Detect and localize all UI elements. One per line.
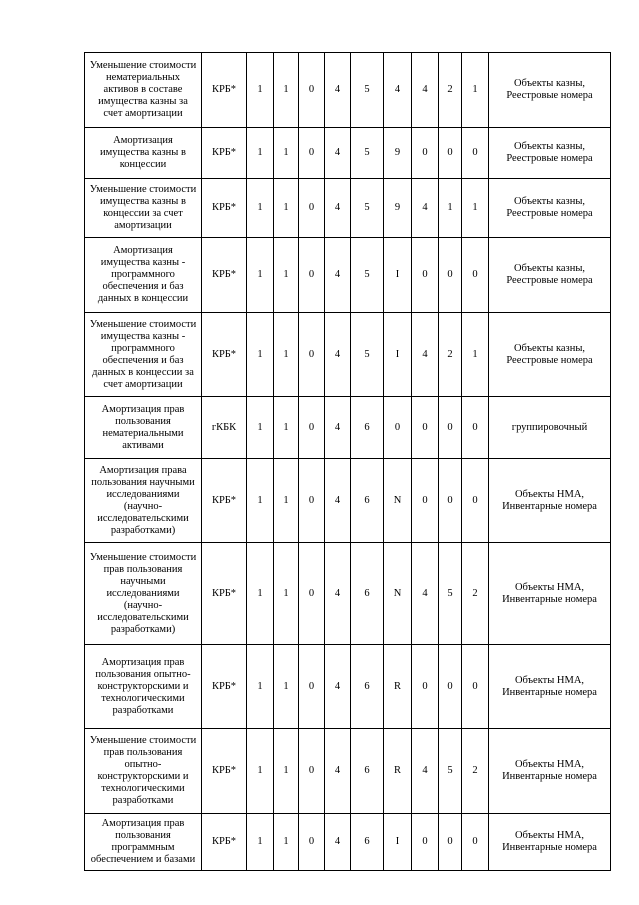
- table-row: [85, 645, 611, 729]
- code-digit-cell: 2: [439, 53, 462, 128]
- code-digit-cell: 6: [351, 729, 384, 814]
- code-digit-cell: 1: [247, 313, 274, 397]
- table-row: [85, 53, 611, 128]
- code-digit-cell: 6: [351, 397, 384, 459]
- code-digit-cell: 0: [412, 238, 439, 313]
- code-digit-cell: 1: [274, 543, 299, 645]
- code-digit-cell: 5: [351, 313, 384, 397]
- type-cell: КРБ*: [202, 459, 247, 543]
- type-cell: КРБ*: [202, 543, 247, 645]
- code-digit-cell: 1: [274, 459, 299, 543]
- analytics-note-cell: Объекты НМА, Инвентарные номера: [489, 814, 611, 871]
- code-digit-cell: 1: [247, 459, 274, 543]
- analytics-note-cell: Объекты НМА, Инвентарные номера: [489, 459, 611, 543]
- code-digit-cell: I: [384, 313, 412, 397]
- code-digit-cell: 0: [412, 128, 439, 179]
- table-row: [85, 313, 611, 397]
- analytics-note-cell: Объекты НМА, Инвентарные номера: [489, 729, 611, 814]
- code-digit-cell: 1: [274, 179, 299, 238]
- account-name-cell: Амортизация прав пользования программным обеспечением и базами: [85, 814, 202, 871]
- code-digit-cell: 4: [412, 53, 439, 128]
- account-name-cell: Уменьшение стоимости нематериальных активов в составе имущества казны за счет амортизации: [85, 53, 202, 128]
- code-digit-cell: 1: [274, 397, 299, 459]
- type-cell: КРБ*: [202, 128, 247, 179]
- analytics-note-cell: Объекты НМА, Инвентарные номера: [489, 543, 611, 645]
- code-digit-cell: 5: [439, 729, 462, 814]
- account-name-cell: Амортизация права пользования научными исследованиями (научно-исследовательскими разработками): [85, 459, 202, 543]
- account-name-cell: Амортизация имущества казны в концессии: [85, 128, 202, 179]
- code-digit-cell: 4: [325, 53, 351, 128]
- type-cell: КРБ*: [202, 313, 247, 397]
- code-digit-cell: 0: [439, 128, 462, 179]
- table-row: [85, 179, 611, 238]
- code-digit-cell: 0: [412, 814, 439, 871]
- table-row: [85, 729, 611, 814]
- code-digit-cell: 4: [325, 128, 351, 179]
- analytics-note-cell: группировочный: [489, 397, 611, 459]
- code-digit-cell: 0: [439, 814, 462, 871]
- analytics-note-cell: Объекты казны, Реестровые номера: [489, 53, 611, 128]
- code-digit-cell: 1: [247, 53, 274, 128]
- code-digit-cell: 2: [439, 313, 462, 397]
- code-digit-cell: 0: [299, 729, 325, 814]
- account-name-cell: Амортизация имущества казны - программного обеспечения и баз данных в концессии: [85, 238, 202, 313]
- table-row: [85, 238, 611, 313]
- code-digit-cell: N: [384, 543, 412, 645]
- code-digit-cell: 1: [247, 645, 274, 729]
- account-name-cell: Амортизация прав пользования нематериальными активами: [85, 397, 202, 459]
- code-digit-cell: 0: [412, 645, 439, 729]
- account-name-cell: Амортизация прав пользования опытно-конструкторскими и технологическими разработками: [85, 645, 202, 729]
- code-digit-cell: 6: [351, 645, 384, 729]
- code-digit-cell: 4: [412, 179, 439, 238]
- code-digit-cell: I: [384, 814, 412, 871]
- type-cell: КРБ*: [202, 729, 247, 814]
- code-digit-cell: I: [384, 238, 412, 313]
- code-digit-cell: 0: [462, 645, 489, 729]
- code-digit-cell: 0: [299, 128, 325, 179]
- code-digit-cell: 0: [299, 313, 325, 397]
- account-name-cell: Уменьшение стоимости имущества казны в концессии за счет амортизации: [85, 179, 202, 238]
- account-name-cell: Уменьшение стоимости прав пользования опытно-конструкторскими и технологическими разработками: [85, 729, 202, 814]
- code-digit-cell: 4: [325, 814, 351, 871]
- code-digit-cell: N: [384, 459, 412, 543]
- code-digit-cell: 0: [462, 238, 489, 313]
- analytics-note-cell: Объекты казны, Реестровые номера: [489, 238, 611, 313]
- table-row: [85, 397, 611, 459]
- code-digit-cell: 4: [384, 53, 412, 128]
- code-digit-cell: 6: [351, 814, 384, 871]
- code-digit-cell: 4: [325, 729, 351, 814]
- code-digit-cell: 1: [274, 53, 299, 128]
- code-digit-cell: 0: [299, 459, 325, 543]
- code-digit-cell: 0: [299, 814, 325, 871]
- code-digit-cell: 0: [299, 397, 325, 459]
- code-digit-cell: 0: [462, 459, 489, 543]
- code-digit-cell: 1: [247, 729, 274, 814]
- code-digit-cell: 0: [299, 645, 325, 729]
- code-digit-cell: 1: [274, 645, 299, 729]
- code-digit-cell: 0: [299, 53, 325, 128]
- code-digit-cell: 0: [299, 238, 325, 313]
- code-digit-cell: 5: [351, 238, 384, 313]
- code-digit-cell: 4: [325, 179, 351, 238]
- code-digit-cell: 0: [439, 645, 462, 729]
- code-digit-cell: 4: [325, 313, 351, 397]
- code-digit-cell: 5: [351, 53, 384, 128]
- code-digit-cell: 1: [274, 238, 299, 313]
- type-cell: гКБК: [202, 397, 247, 459]
- analytics-note-cell: Объекты казны, Реестровые номера: [489, 313, 611, 397]
- type-cell: КРБ*: [202, 645, 247, 729]
- analytics-note-cell: Объекты НМА, Инвентарные номера: [489, 645, 611, 729]
- analytics-note-cell: Объекты казны, Реестровые номера: [489, 128, 611, 179]
- code-digit-cell: 0: [439, 459, 462, 543]
- code-digit-cell: 2: [462, 543, 489, 645]
- code-digit-cell: 0: [462, 128, 489, 179]
- code-digit-cell: 0: [299, 543, 325, 645]
- code-digit-cell: 4: [325, 459, 351, 543]
- code-digit-cell: 1: [247, 814, 274, 871]
- code-digit-cell: 1: [247, 238, 274, 313]
- code-digit-cell: 0: [462, 814, 489, 871]
- table-row: [85, 128, 611, 179]
- account-name-cell: Уменьшение стоимости прав пользования научными исследованиями (научно-исследовательскими разработками): [85, 543, 202, 645]
- code-digit-cell: 4: [412, 543, 439, 645]
- code-digit-cell: 4: [412, 729, 439, 814]
- code-digit-cell: 0: [299, 179, 325, 238]
- code-digit-cell: 5: [439, 543, 462, 645]
- table-body: [85, 53, 611, 871]
- table-row: [85, 814, 611, 871]
- code-digit-cell: 1: [274, 313, 299, 397]
- code-digit-cell: 6: [351, 543, 384, 645]
- code-digit-cell: 6: [351, 459, 384, 543]
- code-digit-cell: 0: [462, 397, 489, 459]
- code-digit-cell: 1: [274, 814, 299, 871]
- type-cell: КРБ*: [202, 814, 247, 871]
- table-row: [85, 459, 611, 543]
- code-digit-cell: 1: [247, 543, 274, 645]
- code-digit-cell: 4: [325, 645, 351, 729]
- code-digit-cell: 0: [439, 238, 462, 313]
- code-digit-cell: 1: [247, 397, 274, 459]
- code-digit-cell: 1: [462, 313, 489, 397]
- code-digit-cell: 0: [412, 397, 439, 459]
- code-digit-cell: R: [384, 645, 412, 729]
- code-digit-cell: 9: [384, 128, 412, 179]
- code-digit-cell: 0: [412, 459, 439, 543]
- code-digit-cell: 4: [412, 313, 439, 397]
- analytics-note-cell: Объекты казны, Реестровые номера: [489, 179, 611, 238]
- code-digit-cell: 1: [462, 53, 489, 128]
- code-digit-cell: 4: [325, 397, 351, 459]
- code-digit-cell: 4: [325, 543, 351, 645]
- code-digit-cell: 5: [351, 179, 384, 238]
- code-digit-cell: 1: [274, 128, 299, 179]
- type-cell: КРБ*: [202, 179, 247, 238]
- code-digit-cell: 1: [462, 179, 489, 238]
- code-digit-cell: 2: [462, 729, 489, 814]
- code-digit-cell: 4: [325, 238, 351, 313]
- code-digit-cell: 5: [351, 128, 384, 179]
- code-digit-cell: 1: [247, 128, 274, 179]
- code-digit-cell: 0: [439, 397, 462, 459]
- code-digit-cell: 9: [384, 179, 412, 238]
- account-name-cell: Уменьшение стоимости имущества казны - программного обеспечения и баз данных в концессии за счет амортизации: [85, 313, 202, 397]
- code-digit-cell: 1: [439, 179, 462, 238]
- code-digit-cell: 0: [384, 397, 412, 459]
- accounts-table: [84, 52, 611, 871]
- table-row: [85, 543, 611, 645]
- code-digit-cell: R: [384, 729, 412, 814]
- type-cell: КРБ*: [202, 53, 247, 128]
- code-digit-cell: 1: [247, 179, 274, 238]
- code-digit-cell: 1: [274, 729, 299, 814]
- type-cell: КРБ*: [202, 238, 247, 313]
